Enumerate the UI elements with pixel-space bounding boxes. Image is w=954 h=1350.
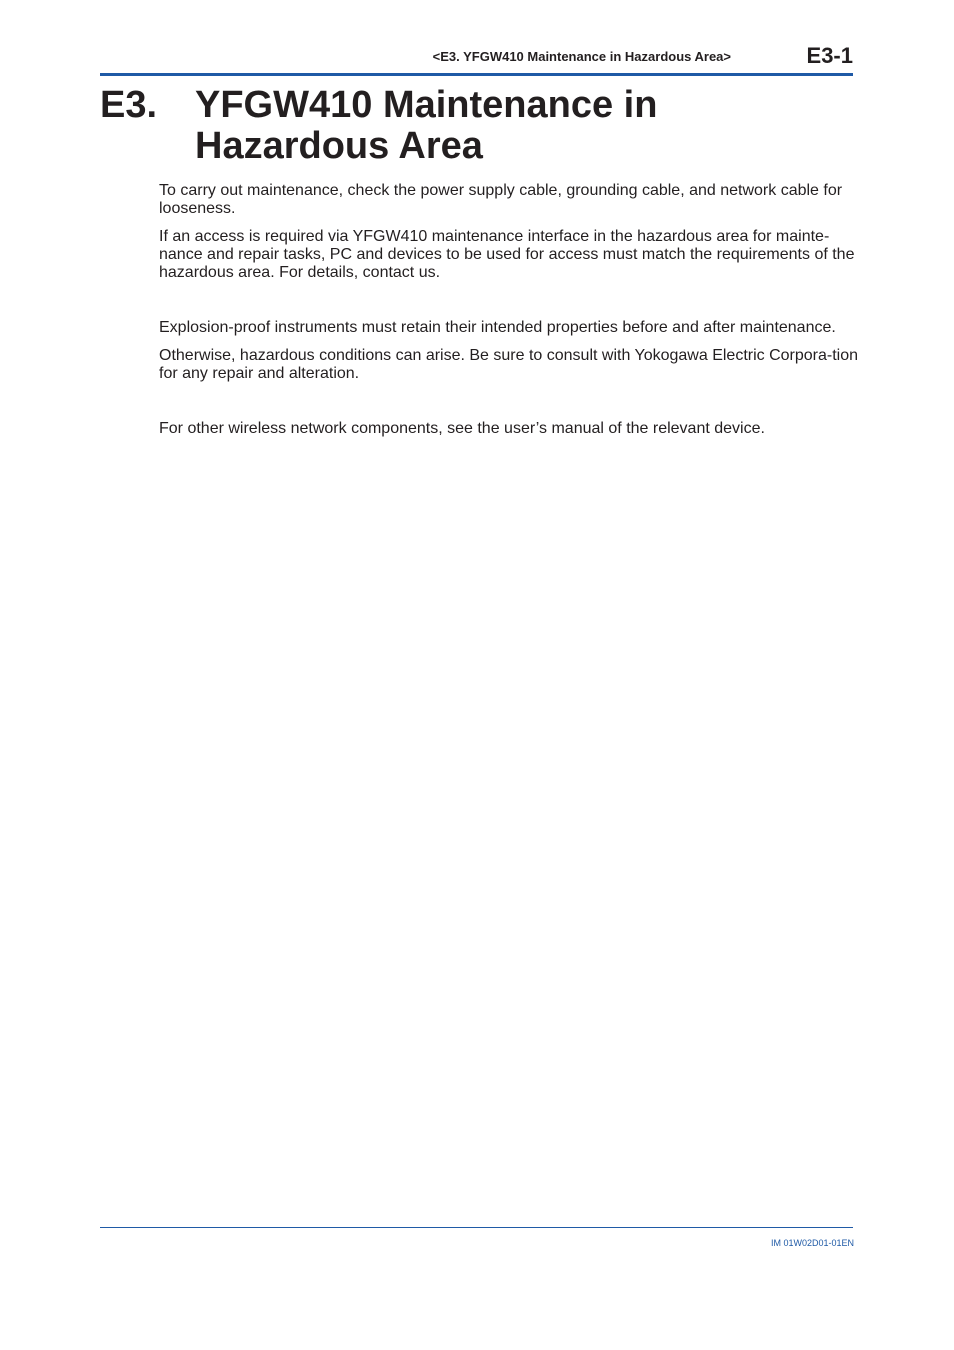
running-header-title: <E3. YFGW410 Maintenance in Hazardous Area> [432, 49, 731, 64]
paragraph-check-cables: To carry out maintenance, check the power supply cable, grounding cable, and network cable for looseness. [159, 182, 843, 217]
paragraph-other-components: For other wireless network components, see the user’s manual of the relevant device. [159, 420, 765, 437]
page-number: E3-1 [806, 43, 853, 68]
body-paragraph-group-3 [159, 420, 859, 438]
document-number: IM 01W02D01-01EN [770, 1238, 854, 1248]
paragraph-access-requirements: If an access is required via YFGW410 maintenance interface in the hazardous area for mainte-nance and repair tasks, PC and devices to be used for access must match the requirements of the hazardous area. For details, contact us. [159, 228, 855, 281]
footer-rule [100, 1227, 853, 1228]
chapter-title: YFGW410 Maintenance in Hazardous Area [195, 84, 658, 167]
body-paragraph-group-2 [159, 319, 859, 383]
header-rule [100, 73, 853, 76]
body-paragraph-group-1 [159, 182, 859, 282]
paragraph-explosion-proof: Explosion-proof instruments must retain their intended properties before and after maintenance. [159, 319, 836, 336]
chapter-number: E3. [100, 84, 158, 126]
paragraph-consult-yokogawa: Otherwise, hazardous conditions can arise. Be sure to consult with Yokogawa Electric Corpora-tion for any repair and alteration. [159, 347, 859, 382]
